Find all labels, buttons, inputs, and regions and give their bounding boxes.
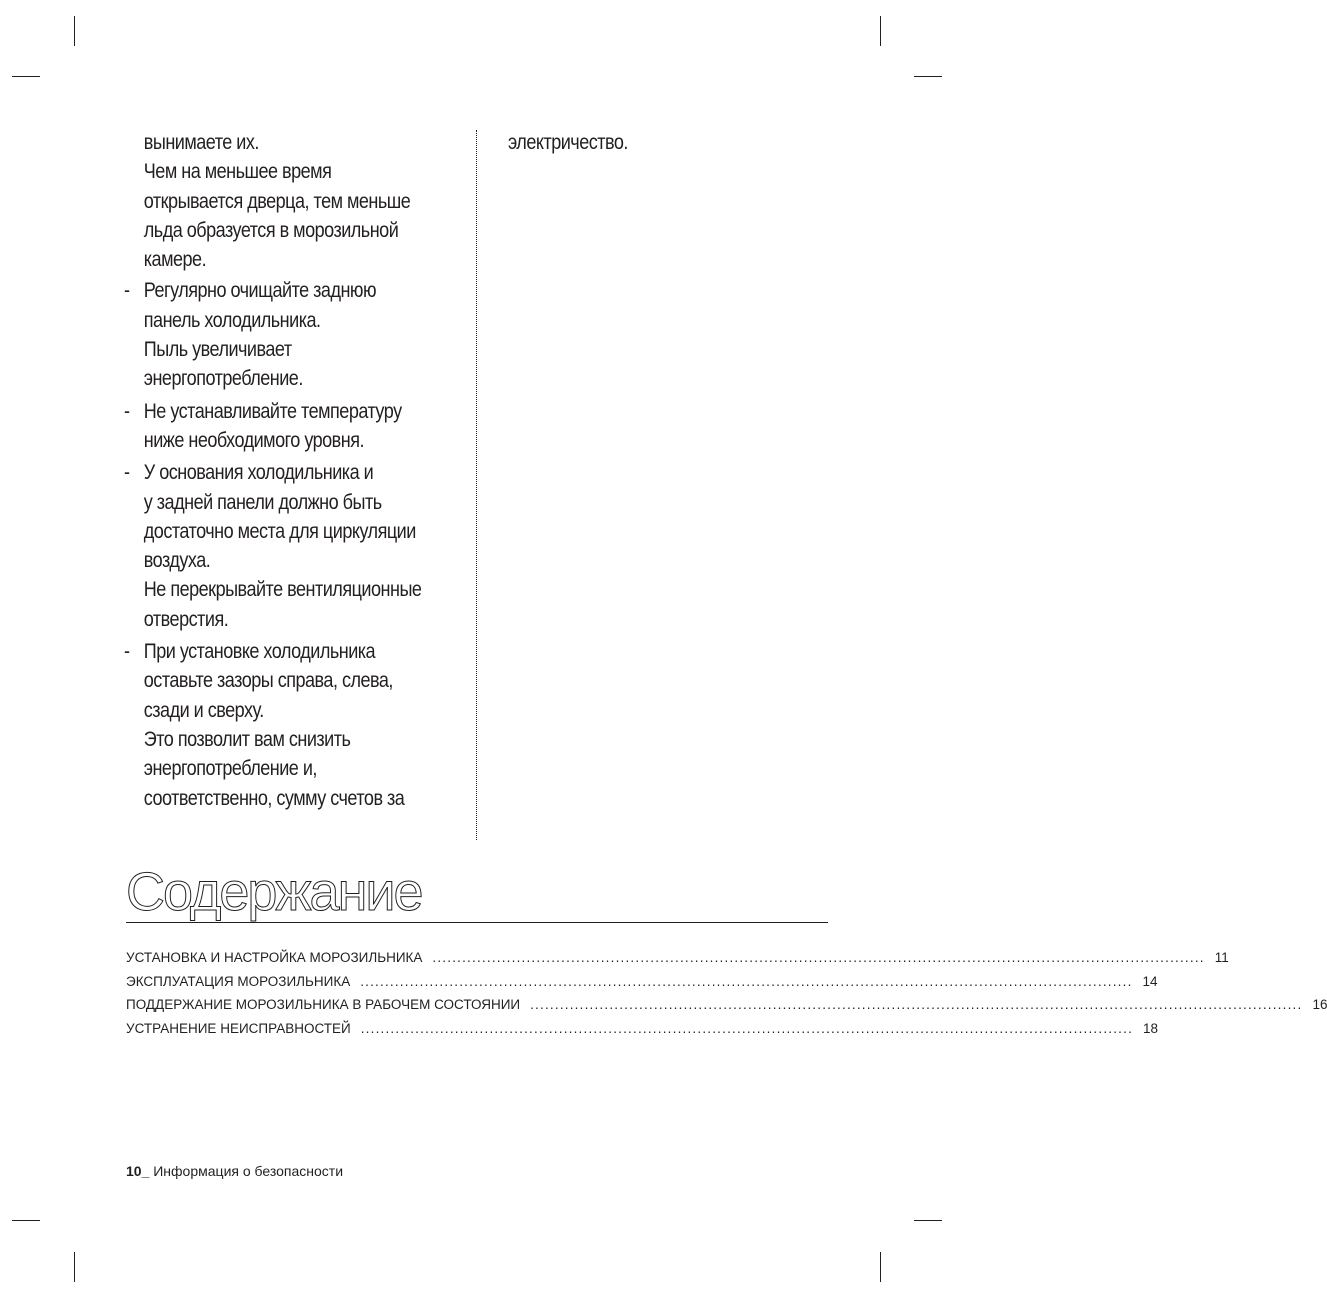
crop-mark-bottom-left-h — [12, 1220, 40, 1221]
contents-heading: Содержание — [126, 862, 422, 922]
column-divider — [476, 130, 477, 840]
bullet-item-clean-back-panel — [124, 276, 465, 393]
bullet-item-air-circulation — [124, 458, 465, 634]
crop-mark-bottom-right-v — [880, 1252, 881, 1282]
continuation-paragraph — [124, 128, 465, 274]
text-line: Чем на меньшее время — [143, 160, 332, 184]
text-line: Регулярно очищайте заднюю — [143, 279, 376, 303]
page-footer — [126, 1163, 343, 1179]
text-line: достаточно места для циркуляции — [143, 519, 416, 543]
crop-mark-top-right-v — [880, 16, 881, 46]
bullet-dash: - — [124, 640, 130, 664]
toc-page-number: 18 — [1143, 1020, 1159, 1036]
toc-leader-dots: ............................................................................................................................................................ — [530, 997, 1303, 1012]
bullet-dash: - — [124, 399, 130, 423]
text-line: у задней панели должно быть — [143, 490, 382, 514]
text-line: отверстия. — [143, 607, 229, 631]
text-line: камере. — [143, 248, 207, 272]
text-line: льда образуется в морозильной — [143, 218, 399, 242]
crop-mark-top-right-h — [914, 76, 942, 77]
toc-entry-title: УСТРАНЕНИЕ НЕИСПРАВНОСТЕЙ — [126, 1020, 351, 1036]
text-line: оставьте зазоры справа, слева, — [143, 669, 393, 693]
text-line: соответственно, сумму счетов за — [143, 786, 405, 810]
left-column — [124, 128, 464, 816]
heading-rule — [126, 922, 828, 923]
left-column-text — [124, 128, 465, 813]
text-line: Пыль увеличивает — [143, 338, 292, 362]
crop-mark-top-left-h — [12, 76, 40, 77]
text-line: ниже необходимого уровня. — [143, 428, 364, 452]
toc-page-number: 16 — [1312, 997, 1327, 1012]
page-number: 10_ — [126, 1163, 150, 1179]
bullet-dash: - — [124, 279, 130, 303]
toc-leader-dots: ............................................................................................................................................................ — [360, 973, 1133, 989]
bullet-item-temperature — [124, 397, 465, 456]
text-line: панель холодильника. — [143, 308, 321, 332]
toc-entry-title: ПОДДЕРЖАНИЕ МОРОЗИЛЬНИКА В РАБОЧЕМ СОСТОЯНИИ — [126, 997, 521, 1012]
crop-mark-bottom-left-v — [74, 1252, 75, 1282]
toc-leader-dots: ............................................................................................................................................................ — [360, 1020, 1134, 1036]
text-line: энергопотребление и, — [143, 757, 317, 781]
section-name: Информация о безопасности — [149, 1163, 344, 1179]
text-line: воздуха. — [143, 549, 211, 573]
bullet-dash: - — [124, 461, 130, 485]
text-line: У основания холодильника и — [143, 461, 374, 485]
text-line: сзади и сверху. — [143, 698, 264, 722]
text-line: Это позволит вам снизить — [143, 727, 351, 751]
toc-page-number: 14 — [1142, 973, 1158, 989]
crop-mark-top-left-v — [74, 16, 75, 46]
bullet-item-installation-gaps — [124, 637, 465, 813]
toc-entry-operation[interactable] — [126, 973, 1158, 998]
toc-entry-maintenance[interactable] — [126, 997, 1327, 1021]
text-line: вынимаете их. — [143, 131, 259, 154]
crop-mark-bottom-right-h — [914, 1220, 942, 1221]
toc-entry-installation[interactable] — [126, 950, 1229, 974]
right-column-text — [508, 128, 849, 157]
toc-entry-title: УСТАНОВКА И НАСТРОЙКА МОРОЗИЛЬНИКА — [126, 950, 423, 965]
text-line: электричество. — [508, 131, 628, 154]
text-line: энергопотребление. — [143, 367, 303, 391]
text-line: Не устанавливайте температуру — [143, 399, 402, 423]
toc-leader-dots: ............................................................................................................................................................ — [432, 950, 1205, 965]
text-line: открывается дверца, тем меньше — [143, 189, 411, 213]
toc-entry-troubleshooting[interactable] — [126, 1020, 1159, 1045]
toc-page-number: 11 — [1214, 950, 1229, 965]
text-line: Не перекрывайте вентиляционные — [143, 578, 422, 602]
right-column — [508, 128, 838, 157]
table-of-contents — [126, 950, 1327, 1044]
toc-entry-title: ЭКСПЛУАТАЦИЯ МОРОЗИЛЬНИКА — [126, 973, 351, 989]
text-line: При установке холодильника — [143, 640, 376, 664]
